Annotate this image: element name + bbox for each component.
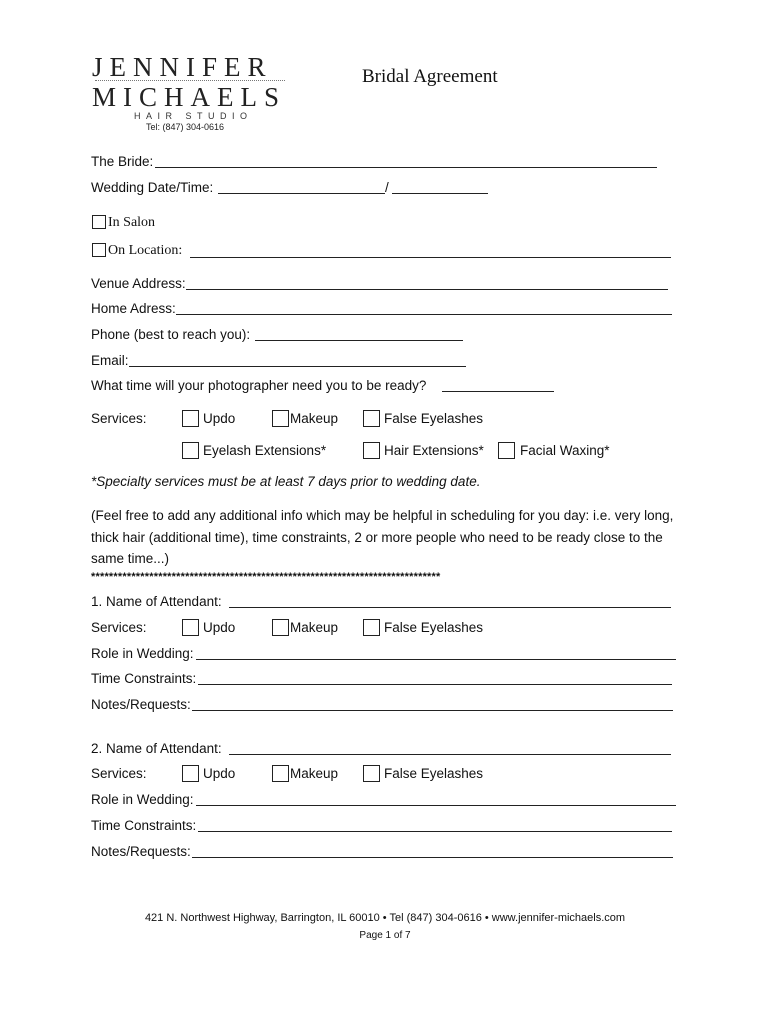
makeup-label: Makeup bbox=[290, 411, 339, 426]
attendant1-name-field[interactable] bbox=[229, 607, 671, 608]
specialty-note: *Specialty services must be at least 7 days prior to wedding date. bbox=[91, 474, 481, 489]
attendant2-false-eyelashes-checkbox[interactable] bbox=[363, 765, 380, 782]
attendant1-updo-checkbox[interactable] bbox=[182, 619, 199, 636]
page-title: Bridal Agreement bbox=[362, 66, 498, 87]
venue-address-field[interactable] bbox=[186, 289, 668, 290]
attendant1-makeup-label: Makeup bbox=[290, 620, 339, 635]
attendant1-false-eyelashes-label: False Eyelashes bbox=[384, 620, 484, 635]
false-eyelashes-checkbox[interactable] bbox=[363, 410, 380, 427]
attendant1-services-label: Services: bbox=[91, 620, 147, 635]
footer-address: 421 N. Northwest Highway, Barrington, IL 60010 • Tel (847) 304-0616 • www.jennifer-michaels.com bbox=[144, 912, 626, 924]
in-salon-label: In Salon bbox=[108, 215, 156, 230]
in-salon-checkbox[interactable] bbox=[92, 215, 106, 229]
attendant2-notes-field[interactable] bbox=[192, 857, 673, 858]
facial-waxing-label: Facial Waxing* bbox=[520, 443, 610, 458]
services-label: Services: bbox=[91, 411, 147, 426]
email-label: Email: bbox=[91, 353, 129, 368]
hair-extensions-label: Hair Extensions* bbox=[384, 443, 484, 458]
attendant2-name-label: 2. Name of Attendant: bbox=[91, 741, 222, 756]
attendant1-role-field[interactable] bbox=[196, 659, 676, 660]
logo-line-1: JENNIFER bbox=[92, 52, 273, 82]
attendant2-name-field[interactable] bbox=[229, 754, 671, 755]
attendant2-makeup-label: Makeup bbox=[290, 766, 339, 781]
photographer-label: What time will your photographer need you to be ready? bbox=[91, 378, 427, 393]
attendant1-notes-field[interactable] bbox=[192, 710, 673, 711]
bride-label: The Bride: bbox=[91, 154, 154, 169]
attendant1-notes-label: Notes/Requests: bbox=[91, 697, 191, 712]
updo-label: Updo bbox=[203, 411, 236, 426]
home-address-field[interactable] bbox=[176, 314, 672, 315]
logo-subtitle: HAIR STUDIO bbox=[134, 111, 253, 121]
email-field[interactable] bbox=[129, 366, 466, 367]
attendant2-updo-label: Updo bbox=[203, 766, 236, 781]
on-location-field[interactable] bbox=[190, 257, 671, 258]
wedding-time-field[interactable] bbox=[392, 193, 488, 194]
attendant1-false-eyelashes-checkbox[interactable] bbox=[363, 619, 380, 636]
attendant2-updo-checkbox[interactable] bbox=[182, 765, 199, 782]
on-location-checkbox[interactable] bbox=[92, 243, 106, 257]
makeup-checkbox[interactable] bbox=[272, 410, 289, 427]
page-number: Page 1 of 7 bbox=[359, 930, 411, 941]
stars-divider: ****************************************************************************** bbox=[91, 571, 441, 583]
attendant2-notes-label: Notes/Requests: bbox=[91, 844, 191, 859]
attendant1-time-field[interactable] bbox=[198, 684, 672, 685]
logo-divider bbox=[95, 80, 285, 81]
updo-checkbox[interactable] bbox=[182, 410, 199, 427]
eyelash-extensions-checkbox[interactable] bbox=[182, 442, 199, 459]
attendant2-makeup-checkbox[interactable] bbox=[272, 765, 289, 782]
logo-line-2: MICHAELS bbox=[92, 82, 287, 112]
bride-field[interactable] bbox=[155, 167, 657, 168]
wedding-date-label: Wedding Date/Time: bbox=[91, 180, 214, 195]
info-paragraph: (Feel free to add any additional info which may be helpful in scheduling for you day: i.e. very long, thick hair (additional time), time constraints, 2 or more people who need to be ready close to the same time...) bbox=[91, 508, 674, 566]
eyelash-extensions-label: Eyelash Extensions* bbox=[203, 443, 327, 458]
wedding-date-field[interactable] bbox=[218, 193, 385, 194]
venue-address-label: Venue Address: bbox=[91, 276, 186, 291]
hair-extensions-checkbox[interactable] bbox=[363, 442, 380, 459]
facial-waxing-checkbox[interactable] bbox=[498, 442, 515, 459]
attendant2-services-label: Services: bbox=[91, 766, 147, 781]
logo-phone: Tel: (847) 304-0616 bbox=[146, 122, 225, 132]
date-separator: / bbox=[385, 180, 389, 195]
phone-label: Phone (best to reach you): bbox=[91, 327, 251, 342]
attendant1-time-label: Time Constraints: bbox=[91, 671, 197, 686]
phone-field[interactable] bbox=[255, 340, 463, 341]
home-address-label: Home Adress: bbox=[91, 301, 176, 316]
false-eyelashes-label: False Eyelashes bbox=[384, 411, 484, 426]
on-location-label: On Location: bbox=[108, 243, 183, 258]
photographer-field[interactable] bbox=[442, 391, 554, 392]
attendant2-time-label: Time Constraints: bbox=[91, 818, 197, 833]
attendant2-time-field[interactable] bbox=[198, 831, 672, 832]
attendant2-false-eyelashes-label: False Eyelashes bbox=[384, 766, 484, 781]
attendant1-role-label: Role in Wedding: bbox=[91, 646, 194, 661]
attendant2-role-label: Role in Wedding: bbox=[91, 792, 194, 807]
attendant1-name-label: 1. Name of Attendant: bbox=[91, 594, 222, 609]
attendant2-role-field[interactable] bbox=[196, 805, 676, 806]
attendant1-makeup-checkbox[interactable] bbox=[272, 619, 289, 636]
attendant1-updo-label: Updo bbox=[203, 620, 236, 635]
